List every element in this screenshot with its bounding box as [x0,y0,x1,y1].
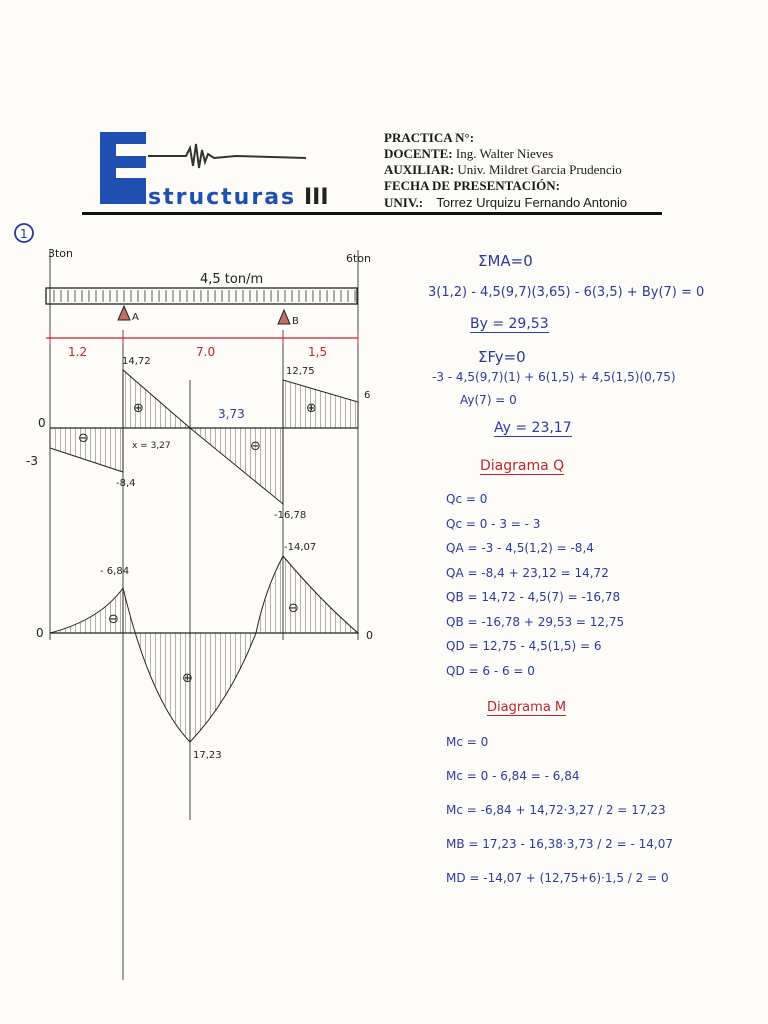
m-line: Mc = -6,84 + 14,72·3,27 / 2 = 17,23 [446,803,666,817]
shear-plus-2: ⊕ [306,401,317,416]
q-line: QB = 14,72 - 4,5(7) = -16,78 [446,590,621,604]
moment-m1-label: - 6,84 [100,566,130,577]
shear-x-label: x = 3,27 [132,441,171,451]
moment-m3-label: -14,07 [284,542,317,553]
q-line: Qc = 0 - 3 = - 3 [446,516,541,531]
eq-ma: 3(1,2) - 4,5(9,7)(3,65) - 6(3,5) + By(7) = 0 [428,285,705,300]
shear-v4-label: 12,75 [286,366,315,377]
shear-segment-label: 3,73 [218,407,245,421]
span-3-label: 1,5 [308,345,328,359]
shear-v1-label: -8,4 [116,478,136,489]
moment-minus-2: ⊖ [288,601,299,616]
left-point-load: 3ton [48,247,74,260]
moment-plus: ⊕ [182,671,193,686]
shear-zero-label: 0 [38,416,46,430]
m-line: Mc = 0 - 6,84 = - 6,84 [446,769,580,783]
problem-number: 1 [20,227,28,241]
shear-minus-1: ⊖ [78,431,89,446]
eq-fy: -3 - 4,5(9,7)(1) + 6(1,5) + 4,5(1,5)(0,75) [432,370,676,384]
shear-area-2 [123,370,190,428]
logo-suffix: III [304,185,329,210]
q-line: QA = -3 - 4,5(1,2) = -8,4 [446,541,594,555]
beam [46,288,357,304]
shear-minus-2: ⊖ [250,439,261,454]
q-title: Diagrama Q [480,458,565,474]
moment-zero-left: 0 [36,626,44,640]
load-hatch [54,290,355,302]
shear-v2-label: 14,72 [122,356,151,367]
sum-fy: ΣFy=0 [478,348,526,366]
m-line: Mc = 0 [446,735,489,749]
shear-area-3 [190,428,283,504]
q-line: QD = 12,75 - 4,5(1,5) = 6 [446,639,602,653]
moment-m2-label: 17,23 [193,750,222,761]
shear-start-label: -3 [26,454,38,468]
ay-result: Ay = 23,17 [494,420,572,436]
m-line: MD = -14,07 + (12,75+6)·1,5 / 2 = 0 [446,871,669,885]
q-line: QB = -16,78 + 29,53 = 12,75 [446,614,625,629]
moment-area-3 [256,556,358,633]
span-1-label: 1.2 [68,345,88,359]
support-a-label: A [132,312,139,323]
header-univ: UNIV.: Torrez Urquizu Fernando Antonio [384,195,628,210]
q-line: QA = -8,4 + 23,12 = 14,72 [446,565,609,580]
header-fecha: FECHA DE PRESENTACIÓN: [384,178,561,193]
shear-area-4 [283,380,358,428]
shear-v5-label: 6 [364,390,371,401]
span-2-label: 7.0 [196,345,216,359]
support-a [118,306,130,320]
q-line: QD = 6 - 6 = 0 [446,663,535,678]
q-line: Qc = 0 [446,492,488,506]
moment-minus-1: ⊖ [108,612,119,627]
header-practica: PRACTICA N°: [384,130,475,145]
distributed-load-label: 4,5 ton/m [200,272,264,287]
logo-word: structuras [148,185,297,210]
support-b [278,310,290,324]
shear-v3-label: -16,78 [274,510,307,521]
header-auxiliar: AUXILIAR: Univ. Mildret Garcia Prudencio [384,162,622,177]
moment-zero-right: 0 [366,629,373,642]
shear-plus-1: ⊕ [133,401,144,416]
by-result: By = 29,53 [470,316,549,332]
sum-ma: ΣMA=0 [478,252,533,270]
support-b-label: B [292,316,299,327]
m-line: MB = 17,23 - 16,38·3,73 / 2 = - 14,07 [446,837,673,851]
m-title: Diagrama M [487,700,567,715]
right-point-load: 6ton [346,252,372,265]
eq-fy-2: Ay(7) = 0 [460,393,517,407]
header-docente: DOCENTE: Ing. Walter Nieves [384,146,554,161]
